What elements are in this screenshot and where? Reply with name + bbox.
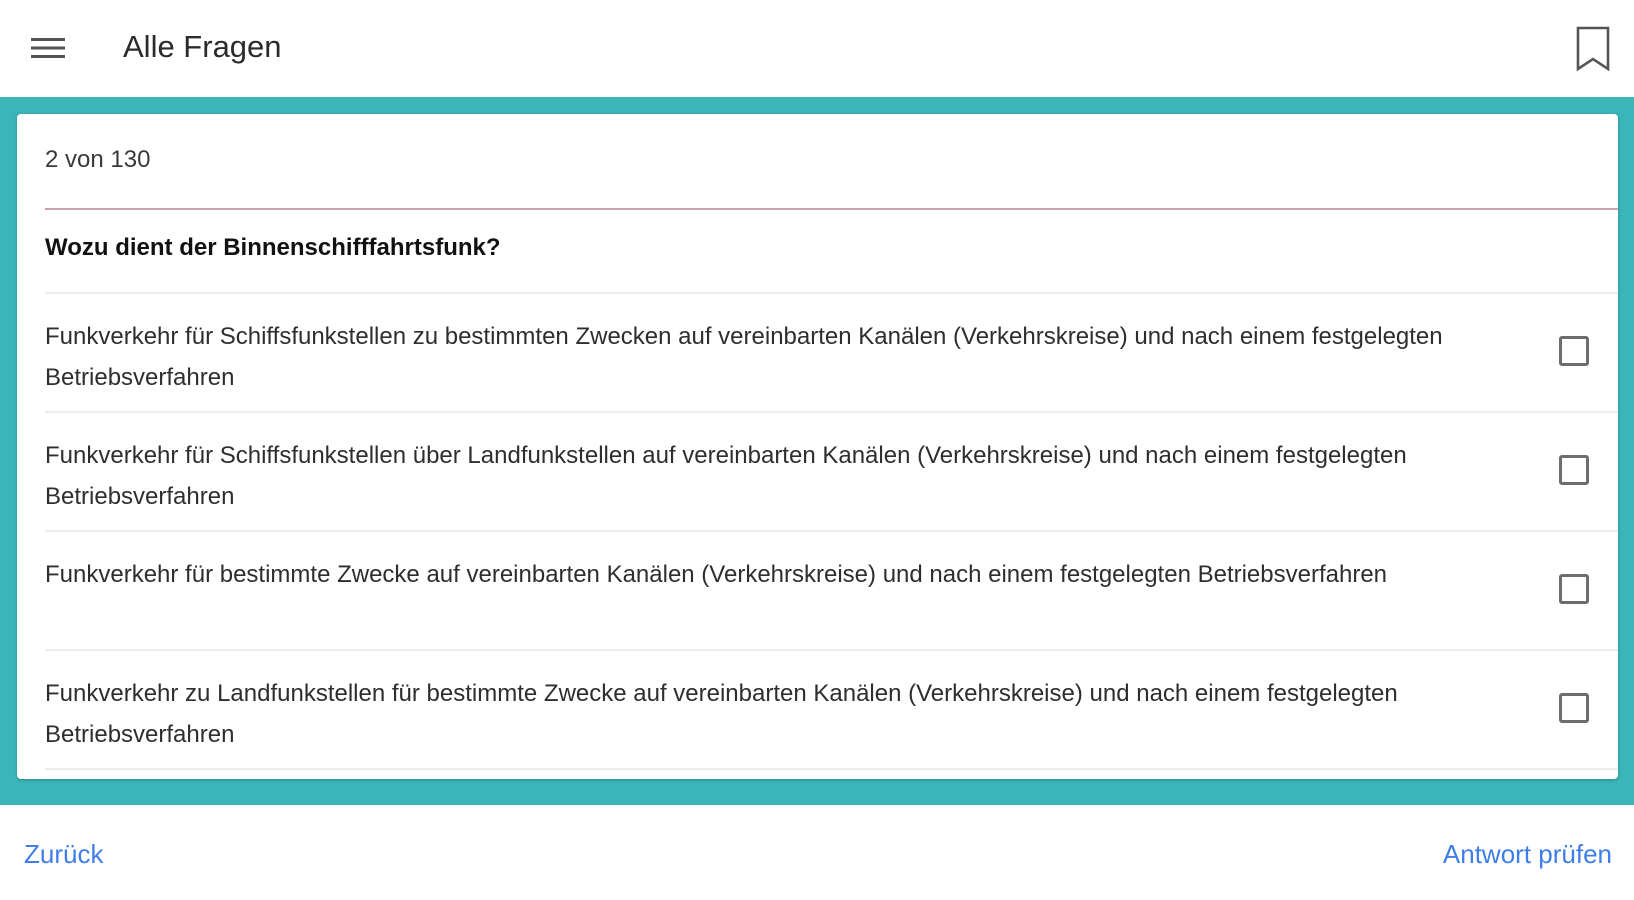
question-counter: 2 von 130 (45, 146, 151, 173)
back-button[interactable]: Zurück (24, 839, 104, 869)
app-bar (0, 0, 1634, 97)
menu-icon-graphic (31, 35, 65, 61)
page-title: Alle Fragen (123, 29, 282, 64)
bookmark-icon-graphic (1575, 26, 1611, 72)
answer-checkbox[interactable] (1559, 574, 1589, 604)
answer-text: Funkverkehr für bestimmte Zwecke auf vereinbarten Kanälen (Verkehrskreise) und nach einem festgelegten Betriebsverfahren (45, 561, 1388, 588)
hamburger-menu-icon[interactable] (22, 26, 74, 70)
answer-text: Funkverkehr für Schiffsfunkstellen zu bestimmten Zwecken auf vereinbarten Kanälen (Verkehrskreise) und nach einem festgelegten Betriebsverfahren (45, 323, 1443, 391)
answer-checkbox[interactable] (1559, 455, 1589, 485)
counter-divider (45, 208, 1618, 210)
answer-option[interactable] (17, 532, 1618, 651)
content-background (0, 97, 1634, 805)
answer-checkbox[interactable] (1559, 336, 1589, 366)
answer-text: Funkverkehr zu Landfunkstellen für bestimmte Zwecke auf vereinbarten Kanälen (Verkehrskreise) und nach einem festgelegten Betriebsverfahren (45, 680, 1398, 748)
check-answer-button[interactable]: Antwort prüfen (1442, 839, 1612, 869)
answer-checkbox[interactable] (1559, 693, 1589, 723)
answer-text: Funkverkehr für Schiffsfunkstellen über Landfunkstellen auf vereinbarten Kanälen (Verkehrskreise) und nach einem festgelegten Betriebsverfahren (45, 442, 1407, 510)
answer-option[interactable] (17, 413, 1618, 532)
bottom-navigation (0, 805, 1634, 900)
bookmark-icon[interactable] (1568, 22, 1618, 76)
answer-list (17, 294, 1618, 770)
question-card (17, 114, 1618, 779)
answer-option[interactable] (17, 651, 1618, 770)
question-text: Wozu dient der Binnenschifffahrtsfunk? (45, 234, 501, 261)
answer-option[interactable] (17, 294, 1618, 413)
